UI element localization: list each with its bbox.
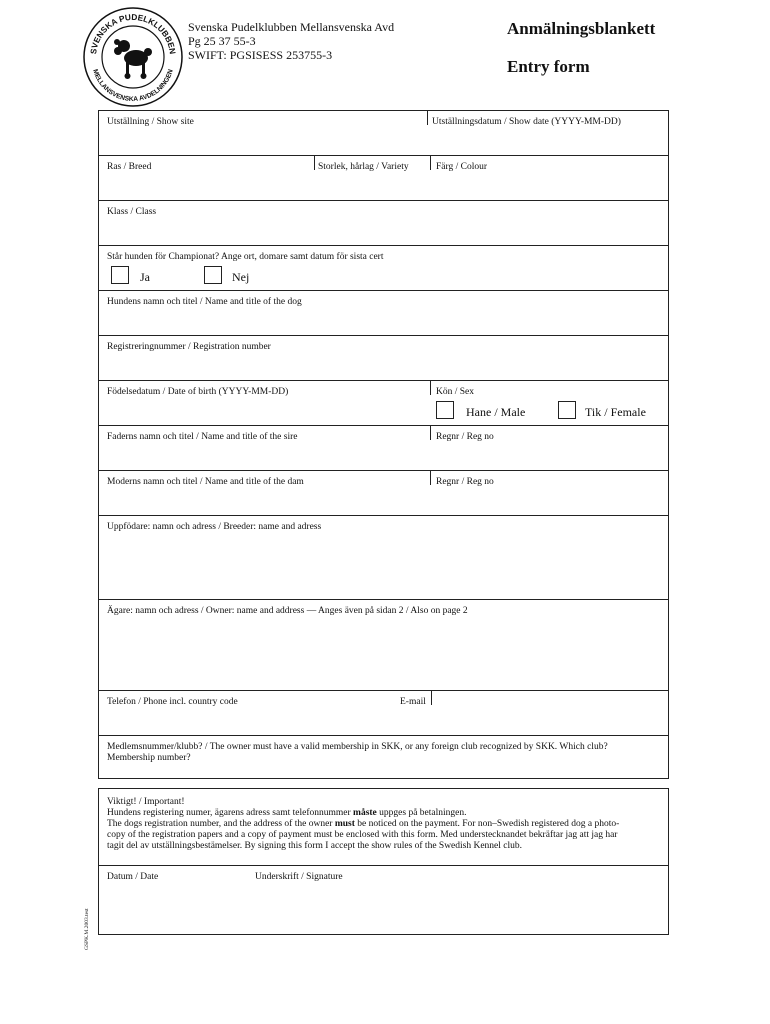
yes-checkbox[interactable] — [111, 266, 129, 284]
row-membership — [99, 736, 668, 780]
notice-line-1: Hundens registering numer, ägarens adress samt telefonnummer måste uppges på betalningen. — [107, 808, 467, 818]
swift-code: SWIFT: PGSISESS 253755-3 — [188, 48, 333, 62]
notice-section — [99, 789, 668, 866]
form-title-swedish: Anmälningsblankett — [507, 19, 656, 38]
owner-field[interactable]: Ägare: namn och adress / Owner: name and address — Anges även på sidan 2 / Also on page 2 — [107, 606, 468, 616]
postgiro-number: Pg 25 37 55-3 — [188, 34, 256, 48]
signature-field[interactable]: Underskrift / Signature — [255, 872, 343, 882]
row-sire — [99, 426, 668, 471]
yes-label: Ja — [140, 270, 150, 284]
no-label: Nej — [232, 270, 250, 284]
membership-field[interactable]: Medlemsnummer/klubb? / The owner must have a valid membership in SKK, or any foreign club recognized by SKK. Which club? — [107, 742, 608, 752]
championat-field[interactable]: Står hunden för Championat? Ange ort, domare samt datum för sista cert — [107, 252, 384, 262]
form-title-english: Entry form — [507, 57, 590, 76]
dam-field[interactable]: Moderns namn och titel / Name and title of the dam — [107, 477, 304, 487]
notice-text — [107, 797, 663, 852]
row-class — [99, 201, 668, 246]
row-show — [99, 111, 668, 156]
show-date-field[interactable]: Utställningsdatum / Show date (YYYY-MM-DD) — [432, 117, 621, 127]
email-field[interactable]: E-mail — [400, 697, 426, 707]
phone-field[interactable]: Telefon / Phone incl. country code — [107, 697, 238, 707]
club-name: Svenska Pudelklubben Mellansvenska Avd — [188, 20, 395, 34]
date-field[interactable]: Datum / Date — [107, 872, 159, 882]
notice-heading: Viktigt! / Important! — [107, 797, 185, 807]
sex-label: Kön / Sex — [436, 387, 474, 397]
date-of-birth-field[interactable]: Födelsedatum / Date of birth (YYYY-MM-DD) — [107, 387, 289, 397]
notice-line-4: tagit del av utställningsbestämelser. By signing this form I accept the show rules of the Swedish Kennel club. — [107, 841, 523, 851]
notice-box — [98, 788, 669, 935]
entry-form — [98, 110, 669, 779]
female-label: Tik / Female — [585, 405, 646, 419]
sire-field[interactable]: Faderns namn och titel / Name and title of the sire — [107, 432, 298, 442]
registration-number-field[interactable]: Registreringnummer / Registration number — [107, 342, 271, 352]
row-championat — [99, 246, 668, 291]
row-owner — [99, 600, 668, 691]
female-checkbox[interactable] — [558, 401, 576, 419]
dam-reg-field[interactable]: Regnr / Reg no — [436, 477, 494, 487]
row-dob-sex — [99, 381, 668, 426]
dog-name-field[interactable]: Hundens namn och titel / Name and title of the dog — [107, 297, 302, 307]
colour-field[interactable]: Färg / Colour — [436, 162, 488, 172]
sire-reg-field[interactable]: Regnr / Reg no — [436, 432, 494, 442]
club-logo — [82, 6, 184, 108]
row-dam — [99, 471, 668, 516]
row-contact — [99, 691, 668, 736]
breeder-field[interactable]: Uppfödare: namn och adress / Breeder: name and adress — [107, 522, 322, 532]
notice-line-3: copy of the registration papers and a copy of payment must be enclosed with this form. Med understecknandet bekräftar jag att jag har — [107, 830, 618, 840]
poodle-seal-icon — [82, 6, 184, 108]
row-dog-name — [99, 291, 668, 336]
svg-text:MELLANSVENSKA AVDELNINGEN: MELLANSVENSKA AVDELNINGEN — [91, 68, 175, 104]
svg-text:SVENSKA PUDELKLUBBEN: SVENSKA PUDELKLUBBEN — [88, 11, 178, 55]
breed-field[interactable]: Ras / Breed — [107, 162, 152, 172]
signature-section — [99, 866, 668, 936]
membership-number-label: Membership number? — [107, 753, 191, 763]
form-code: GSPK.M.2003.test — [84, 908, 90, 950]
variety-field[interactable]: Storlek, hårlag / Variety — [318, 162, 409, 172]
row-breed — [99, 156, 668, 201]
class-field[interactable]: Klass / Class — [107, 207, 157, 217]
notice-line-2: The dogs registration number, and the address of the owner must be noticed on the payment. For non–Swedish registered dog a photo- — [107, 819, 620, 829]
male-checkbox[interactable] — [436, 401, 454, 419]
row-registration — [99, 336, 668, 381]
row-breeder — [99, 516, 668, 600]
no-checkbox[interactable] — [204, 266, 222, 284]
show-site-field[interactable]: Utställning / Show site — [107, 117, 194, 127]
male-label: Hane / Male — [466, 405, 526, 419]
